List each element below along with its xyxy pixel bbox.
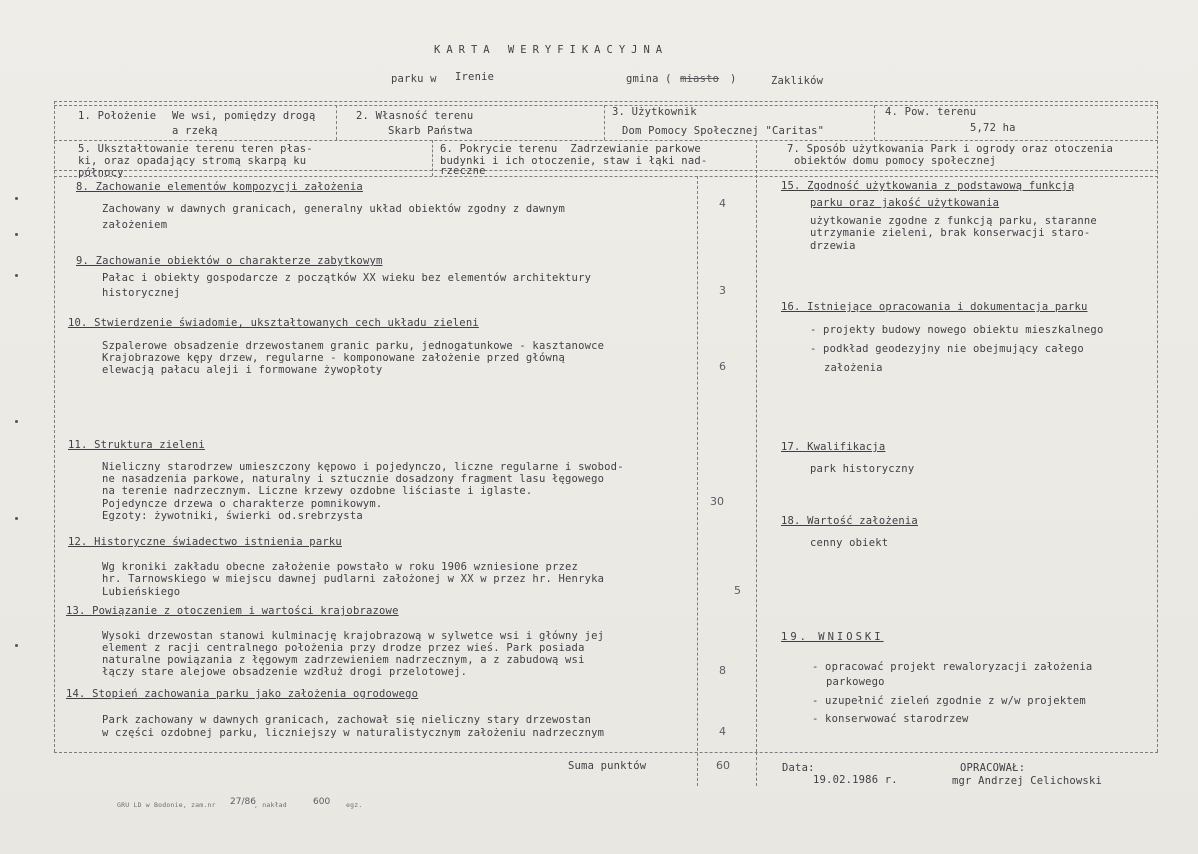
section-9-line2: historycznej <box>102 287 181 299</box>
row1-divider-2 <box>604 105 605 140</box>
use-method-line1: 7. Sposób użytkowania Park i ogrody oraz otoczenia <box>787 143 1114 155</box>
section-9-score: 3 <box>719 284 726 297</box>
area-value: 5,72 ha <box>970 122 1016 134</box>
section-11-line4: Pojedyncze drzewa o charakterze pomnikowym. <box>102 498 383 510</box>
document-title: KARTA WERYFIKACYJNA <box>434 44 669 56</box>
section-10-line2: Krajobrazowe kępy drzew, regularne - komponowane założenie przed główną <box>102 352 566 364</box>
section-8-score: 4 <box>719 197 726 210</box>
user-value: Dom Pomocy Społecznej "Caritas" <box>622 125 825 137</box>
section-14-line2: w części ozdobnej parku, liczniejszy w naturalistycznym założeniu nadrzecznym <box>102 727 605 739</box>
section-16-line1: - projekty budowy nowego obiektu mieszkalnego <box>810 324 1104 336</box>
section-11-heading: 11. Struktura zieleni <box>68 439 205 451</box>
section-13-heading: 13. Powiązanie z otoczeniem i wartości krajobrazowe <box>66 605 399 617</box>
punch-mark <box>15 644 18 647</box>
print-note-suffix: egz. <box>346 801 363 809</box>
location-value-line1: We wsi, pomiędzy drogą <box>172 110 316 122</box>
gmina-name: Zaklików <box>771 75 824 87</box>
gmina-struck-word: miasto <box>680 73 720 85</box>
cover-line3: rzeczne <box>440 165 486 177</box>
section-16-line3: założenia <box>824 362 883 374</box>
author-name: mgr Andrzej Celichowski <box>952 775 1102 787</box>
section-18-heading: 18. Wartość założenia <box>781 515 918 527</box>
section-12-line2: hr. Tarnowskiego w miejscu dawnej pudlarni założonej w XX w przez hr. Henryka <box>102 573 605 585</box>
location-label: 1. Położenie <box>78 110 157 122</box>
section-16-line2: - podkład geodezyjny nie obejmujący całego <box>810 343 1084 355</box>
row2-divider-1 <box>432 140 433 176</box>
use-method-line2: obiektów domu pomocy społecznej <box>794 155 997 167</box>
section-10-line1: Szpalerowe obsadzenie drzewostanem granic parku, jednogatunkowe - kasztanowce <box>102 340 605 352</box>
terrain-line3: północy <box>78 167 124 179</box>
print-note-prefix: GRU LD w Bodonie, zam.nr <box>117 801 216 809</box>
section-15-heading-line2: parku oraz jakość użytkowania <box>810 197 1000 209</box>
section-19-line1: - opracować projekt rewaloryzacji założenia <box>812 661 1093 673</box>
ownership-label: 2. Własność terenu <box>356 110 474 122</box>
section-8-heading: 8. Zachowanie elementów kompozycji założenia <box>76 181 363 193</box>
print-run-number: 600 <box>313 797 331 807</box>
section-10-heading: 10. Stwierdzenie świadomie, ukształtowanych cech układu zieleni <box>68 317 479 329</box>
date-value: 19.02.1986 r. <box>813 774 898 786</box>
terrain-line2: ki, oraz opadający stromą skarpą ku <box>78 155 307 167</box>
frame-right-line <box>1157 101 1158 752</box>
section-11-line1: Nieliczny starodrzew umieszczony kępowo i pojedynczo, liczne regularne i swobod- <box>102 461 624 473</box>
location-value-line2: a rzeką <box>172 125 218 137</box>
row2-bottom-line <box>54 170 1158 171</box>
section-8-line2: założeniem <box>102 219 168 231</box>
punch-mark <box>15 420 18 423</box>
area-label: 4. Pow. terenu <box>885 106 977 118</box>
user-label: 3. Użytkownik <box>612 106 697 118</box>
punch-mark <box>15 197 18 200</box>
punch-mark <box>15 274 18 277</box>
score-column-left-line <box>697 176 698 786</box>
section-14-heading: 14. Stopień zachowania parku jako założenia ogrodowego <box>66 688 419 700</box>
section-14-score: 4 <box>719 725 726 738</box>
section-11-line2: ne nasadzenia parkowe, naturalny i sztucznie dosadzony fragment lasu łęgowego <box>102 473 605 485</box>
section-12-heading: 12. Historyczne świadectwo istnienia parku <box>68 536 342 548</box>
section-15-line3: drzewia <box>810 240 856 252</box>
section-9-heading: 9. Zachowanie obiektów o charakterze zabytkowym <box>76 255 383 267</box>
gmina-label: gmina ( <box>626 73 672 85</box>
section-11-score: 30 <box>710 495 724 508</box>
section-13-line3: naturalne powiązania z łęgowym zadrzewieniem nadrzecznym, a z zabudową wsi <box>102 654 585 666</box>
terrain-line1: 5. Ukształtowanie terenu teren płas- <box>78 143 313 155</box>
section-16-heading: 16. Istniejące opracowania i dokumentacja parku <box>781 301 1088 313</box>
park-name: Irenie <box>455 71 495 83</box>
print-order-number: 27/86 <box>230 797 256 807</box>
frame-bottom-line <box>54 752 1158 753</box>
section-19-line2: parkowego <box>826 676 885 688</box>
section-9-line1: Pałac i obiekty gospodarcze z początków XX wieku bez elementów architektury <box>102 272 592 284</box>
row1-bottom-line <box>54 140 1158 141</box>
section-13-line1: Wysoki drzewostan stanowi kulminację krajobrazową w sylwetce wsi i główny jej <box>102 630 605 642</box>
row1-divider-1 <box>336 105 337 140</box>
footer-divider <box>756 752 757 786</box>
section-13-line2: element z racji centralnego położenia przy drodze przez wieś. Park posiada <box>102 642 585 654</box>
section-12-line3: Lubieńskiego <box>102 586 181 598</box>
section-18-value: cenny obiekt <box>810 537 889 549</box>
ownership-value: Skarb Państwa <box>388 125 473 137</box>
section-13-score: 8 <box>719 664 726 677</box>
section-15-line2: utrzymanie zieleni, brak konserwacji staro- <box>810 227 1091 239</box>
park-label: parku w <box>391 73 437 85</box>
row2-bottom-line-2 <box>54 176 1158 177</box>
section-19-line3: - uzupełnić zieleń zgodnie z w/w projektem <box>812 695 1086 707</box>
sum-label: Suma punktów <box>568 760 647 772</box>
section-8-line1: Zachowany w dawnych granicach, generalny układ obiektów zgodny z dawnym <box>102 203 566 215</box>
frame-top-line <box>54 101 1158 102</box>
cover-line2: budynki i ich otoczenie, staw i łąki nad- <box>440 155 708 167</box>
cover-line1: 6. Pokrycie terenu Zadrzewianie parkowe <box>440 143 701 155</box>
section-19-heading: 19. WNIOSKI <box>781 631 884 643</box>
section-17-heading: 17. Kwalifikacja <box>781 441 886 453</box>
gmina-close-paren: ) <box>730 73 737 85</box>
punch-mark <box>15 517 18 520</box>
section-10-line3: elewacją pałacu aleji i formowane żywopłoty <box>102 364 383 376</box>
section-10-score: 6 <box>719 360 726 373</box>
section-15-heading-line1: 15. Zgodność użytkowania z podstawową funkcją <box>781 180 1075 192</box>
print-note-middle: , nakład <box>254 801 287 809</box>
section-12-score: 5 <box>734 584 741 597</box>
section-15-line1: użytkowanie zgodne z funkcją parku, staranne <box>810 215 1097 227</box>
date-label: Data: <box>782 762 815 774</box>
frame-top-line-2 <box>54 105 1158 106</box>
section-11-line5: Egzoty: żywotniki, świerki od.srebrzysta <box>102 510 363 522</box>
section-19-line4: - konserwować starodrzew <box>812 713 969 725</box>
section-12-line1: Wg kroniki zakładu obecne założenie powstało w roku 1906 wzniesione przez <box>102 561 579 573</box>
punch-mark <box>15 233 18 236</box>
section-17-value: park historyczny <box>810 463 915 475</box>
frame-left-line <box>54 101 55 752</box>
section-11-line3: na terenie nadrzecznym. Liczne krzewy ozdobne liściaste i iglaste. <box>102 485 533 497</box>
sum-value: 60 <box>716 759 730 772</box>
author-label: OPRACOWAŁ: <box>960 762 1026 774</box>
section-14-line1: Park zachowany w dawnych granicach, zachował się nieliczny stary drzewostan <box>102 714 592 726</box>
section-13-line4: łączy stare alejowe obsadzenie wzdłuż drogi przelotowej. <box>102 666 468 678</box>
main-column-divider <box>756 140 757 752</box>
row1-divider-3 <box>874 105 875 140</box>
